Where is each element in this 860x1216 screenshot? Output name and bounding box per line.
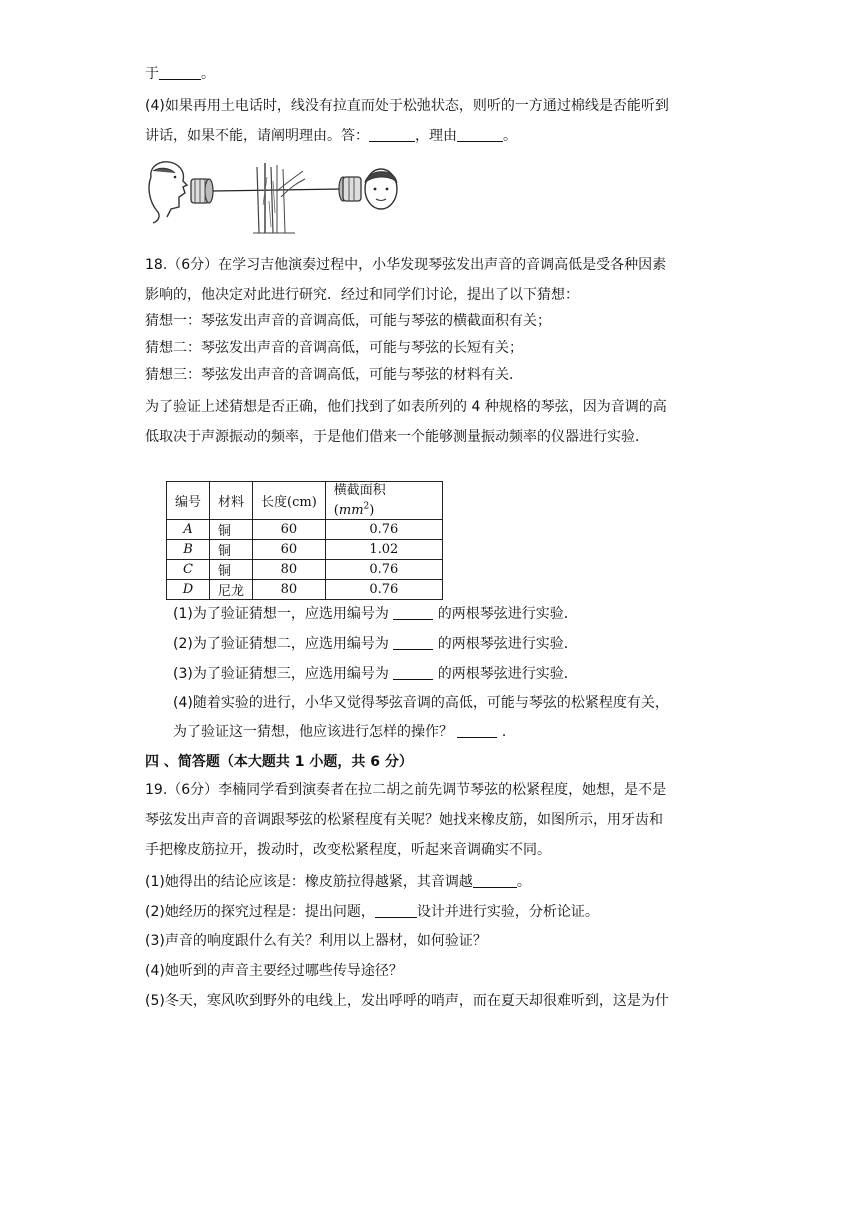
q19-part2 xyxy=(145,902,599,922)
q18-guess3: 猜想三：琴弦发出声音的音调高低，可能与琴弦的材料有关． xyxy=(145,367,523,383)
answer-blank[interactable] xyxy=(375,903,417,918)
q18-guess2: 猜想二：琴弦发出声音的音调高低，可能与琴弦的长短有关； xyxy=(145,340,523,356)
q17-tail-line xyxy=(145,64,215,84)
area-unit-base: mm xyxy=(338,503,364,519)
answer-blank[interactable] xyxy=(393,635,433,650)
table-cell-length: 80 xyxy=(253,580,326,600)
q18-sub1-text: (1)为了验证猜想一，应选用编号为 xyxy=(173,606,389,622)
q19-part1 xyxy=(145,872,531,892)
q19-part1-text: (1)她得出的结论应该是：橡皮筋拉得越紧，其音调越 xyxy=(145,874,473,890)
table-header-length: 长度(cm) xyxy=(253,482,326,520)
q18-sub4-end: ． xyxy=(501,724,516,740)
q18-sub2-text: (2)为了验证猜想二，应选用编号为 xyxy=(173,636,389,652)
table-row xyxy=(167,560,443,580)
q18-intro-line1: 18.（6分）在学习吉他演奏过程中，小华发现琴弦发出声音的音调高低是受各种因素 xyxy=(145,257,667,273)
table-cell-area: 0.76 xyxy=(325,560,442,580)
q19-intro-line3: 手把橡皮筋拉开，拨动时，改变松紧程度，听起来音调确实不同。 xyxy=(145,842,551,858)
q17-part4-text-c: 。 xyxy=(503,128,517,144)
answer-blank[interactable] xyxy=(393,665,433,680)
table-row xyxy=(167,580,443,600)
answer-blank[interactable] xyxy=(473,873,517,888)
table-cell-area: 0.76 xyxy=(325,580,442,600)
table-header-id: 编号 xyxy=(167,482,210,520)
table-cell-material: 铜 xyxy=(210,540,253,560)
q18-sub1-end: 的两根琴弦进行实验． xyxy=(437,606,578,622)
q19-part3: (3)声音的响度跟什么有关？利用以上器材，如何验证？ xyxy=(145,933,487,949)
table-header-material: 材料 xyxy=(210,482,253,520)
q18-sub4-line2 xyxy=(173,722,516,742)
string-telephone-icon xyxy=(145,157,410,235)
table-cell-id: C xyxy=(167,560,210,580)
q19-part4: (4)她听到的声音主要经过哪些传导途径？ xyxy=(145,963,403,979)
q17-tail-prefix: 于 xyxy=(145,66,159,82)
answer-blank[interactable] xyxy=(457,127,503,142)
area-unit-exp: 2 xyxy=(363,502,370,512)
q17-part4-line2 xyxy=(145,126,517,146)
q19-part2-text: (2)她经历的探究过程是：提出问题， xyxy=(145,904,375,920)
table-cell-area: 1.02 xyxy=(325,540,442,560)
table-cell-material: 尼龙 xyxy=(210,580,253,600)
q18-sub4-line1: (4)随着实验的进行，小华又觉得琴弦音调的高低，可能与琴弦的松紧程度有关， xyxy=(173,695,669,711)
answer-blank[interactable] xyxy=(369,127,415,142)
q18-sub2 xyxy=(173,634,578,654)
answer-blank[interactable] xyxy=(393,605,433,620)
table-cell-id: A xyxy=(167,520,210,540)
q18-intro-line2: 影响的，他决定对此进行研究．经过和同学们讨论，提出了以下猜想： xyxy=(145,287,579,303)
q17-part4-line1: (4)如果再用土电话时，线没有拉直而处于松弛状态，则听的一方通过棉线是否能听到 xyxy=(145,98,669,114)
table-row xyxy=(167,540,443,560)
q18-para-line2: 低取决于声源振动的频率，于是他们借来一个能够测量振动频率的仪器进行实验． xyxy=(145,429,649,445)
q19-part2-end: 设计并进行实验，分析论证。 xyxy=(416,904,599,920)
q17-part4-text-b: ，理由 xyxy=(415,128,457,144)
q18-sub3-text: (3)为了验证猜想三，应选用编号为 xyxy=(173,666,389,682)
table-header-area xyxy=(325,482,442,520)
table-header-area-label: 横截面积 xyxy=(333,483,386,498)
strings-spec-table xyxy=(166,481,443,600)
table-cell-area: 0.76 xyxy=(325,520,442,540)
q18-sub4-text: 为了验证这一猜想，他应该进行怎样的操作？ xyxy=(173,724,453,740)
q17-tail-suffix: 。 xyxy=(201,66,215,82)
table-cell-id: D xyxy=(167,580,210,600)
q19-intro-line1: 19.（6分）李楠同学看到演奏者在拉二胡之前先调节琴弦的松紧程度，她想，是不是 xyxy=(145,782,667,798)
q19-intro-line2: 琴弦发出声音的音调跟琴弦的松紧程度有关呢？她找来橡皮筋，如图所示，用牙齿和 xyxy=(145,812,663,828)
answer-blank[interactable] xyxy=(457,723,497,738)
table-row xyxy=(167,520,443,540)
q18-guess1: 猜想一：琴弦发出声音的音调高低，可能与琴弦的横截面积有关； xyxy=(145,313,551,329)
table-header-row xyxy=(167,482,443,520)
table-cell-material: 铜 xyxy=(210,560,253,580)
table-cell-id: B xyxy=(167,540,210,560)
answer-blank[interactable] xyxy=(159,65,201,80)
q18-sub2-end: 的两根琴弦进行实验． xyxy=(437,636,578,652)
table-cell-material: 铜 xyxy=(210,520,253,540)
q18-para-line1: 为了验证上述猜想是否正确，他们找到了如表所列的 4 种规格的琴弦，因为音调的高 xyxy=(145,399,667,415)
q19-part5: (5)冬天，寒风吹到野外的电线上，发出呼呼的哨声，而在夏天却很难听到，这是为什 xyxy=(145,993,669,1009)
table-cell-length: 60 xyxy=(253,540,326,560)
table-header-area-unit: $(mm^2)$ xyxy=(333,502,375,519)
q18-sub3-end: 的两根琴弦进行实验． xyxy=(437,666,578,682)
table-cell-length: 60 xyxy=(253,520,326,540)
table-cell-length: 80 xyxy=(253,560,326,580)
q19-part1-end: 。 xyxy=(516,874,531,890)
q17-part4-text-a: 讲话，如果不能，请阐明理由。答： xyxy=(145,128,369,144)
q18-sub1 xyxy=(173,604,578,624)
section-title: 四 、简答题（本大题共 1 小题，共 6 分） xyxy=(145,754,413,770)
q18-sub3 xyxy=(173,664,578,684)
